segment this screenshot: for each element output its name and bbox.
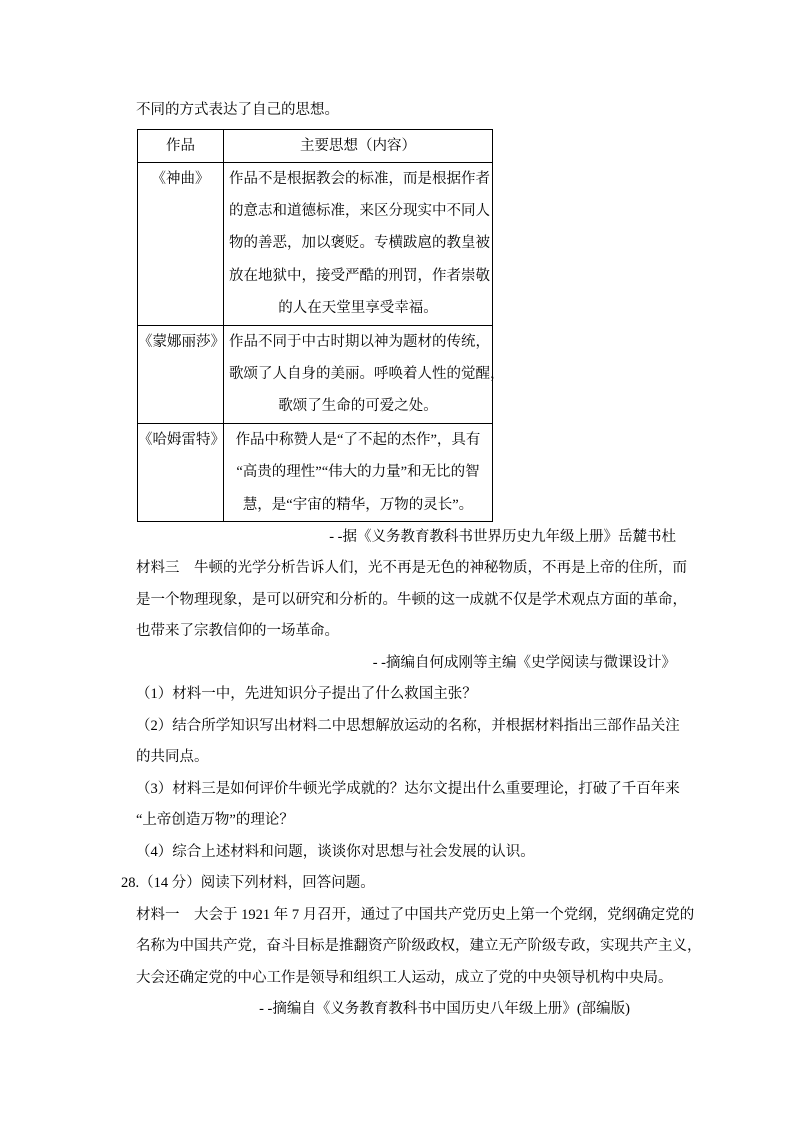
work-cell — [138, 162, 224, 325]
source-attribution-2: - -摘编自何成刚等主编《史学阅读与微课设计》 — [372, 654, 676, 671]
table-row — [138, 162, 493, 325]
material-three-line: 材料三 牛顿的光学分析告诉人们，光不再是无色的神秘物质，不再是上帝的住所，而 — [136, 560, 687, 577]
material-three-paragraph — [136, 553, 687, 648]
material-one-line: 名称为中国共产党，奋斗目标是推翻资产阶级政权，建立无产阶级专政，实现共产主义， — [136, 938, 702, 955]
question-4 — [136, 837, 676, 869]
work-cell — [138, 325, 224, 423]
question-2-line: （2）结合所学知识写出材料二中思想解放运动的名称，并根据材料指出三部作品关注 — [136, 717, 680, 734]
table-header-work: 作品 — [138, 129, 224, 162]
work-title: 《神曲》 — [151, 170, 210, 187]
question-1-line: （1）材料一中，先进知识分子提出了什么救国主张？ — [136, 686, 477, 703]
table-header-row — [138, 129, 493, 162]
table-row — [138, 325, 493, 423]
question-3 — [136, 774, 680, 837]
question-3-line: （3）材料三是如何评价牛顿光学成就的？达尔文提出什么重要理论，打破了千百年来 — [136, 780, 680, 797]
question-28-heading: 28.（14 分）阅读下列材料，回答问题。 — [121, 875, 375, 892]
material-three-line: 是一个物理现象，是可以研究和分析的。牛顿的这一成就不仅是学术观点方面的革命， — [136, 591, 687, 608]
work-cell — [138, 423, 224, 521]
works-table — [137, 129, 505, 522]
page-content — [121, 95, 702, 1026]
content-line: 作品不是根据教会的标准，而是根据作者 — [229, 170, 490, 187]
material-one-line: 材料一 大会于 1921 年 7 月召开，通过了中国共产党历史上第一个党纲，党纲确定党的 — [136, 906, 695, 923]
material-one-paragraph — [136, 900, 702, 995]
material-three-line: 也带来了宗教信仰的一场革命。 — [136, 623, 339, 640]
question-3-line: “上帝创造万物”的理论？ — [136, 812, 294, 829]
content-line: 的人在天堂里享受幸福。 — [278, 300, 438, 317]
content-line: 作品不同于中古时期以神为题材的传统， — [229, 333, 490, 350]
material-one-line: 大会还确定党的中心工作是领导和组织工人运动，成立了党的中央领导机构中央局。 — [136, 969, 673, 986]
content-line: 慧，是“宇宙的精华，万物的灵长”。 — [242, 496, 474, 513]
content-line: 歌颂了人自身的美丽。呼唤着人性的觉醒， — [229, 365, 505, 382]
content-line: 的意志和道德标准，来区分现实中不同人 — [229, 202, 490, 219]
content-line: 作品中称赞人是“了不起的杰作”，具有 — [235, 431, 481, 448]
question-1 — [136, 679, 676, 711]
work-title: 《蒙娜丽莎》 — [138, 333, 225, 350]
question-2 — [136, 711, 680, 774]
table-row — [138, 423, 493, 521]
content-line: 放在地狱中，接受严酷的刑罚，作者崇敬 — [229, 267, 490, 284]
source-attribution-1: - -据《义务教育教科书世界历史九年级上册》岳麓书杜 — [329, 528, 676, 545]
content-line: 歌颂了生命的可爱之处。 — [278, 398, 438, 415]
content-cell — [224, 423, 493, 521]
content-line: 物的善恶，加以褒贬。专横跋扈的教皇被 — [229, 235, 490, 252]
question-2-line: 的共同点。 — [136, 749, 209, 766]
content-line: “高贵的理性”“伟大的力量”和无比的智 — [236, 464, 480, 481]
content-cell — [224, 162, 493, 325]
intro-text: 不同的方式表达了自己的思想。 — [136, 102, 339, 118]
question-4-line: （4）综合上述材料和问题，谈谈你对思想与社会发展的认识。 — [136, 843, 535, 860]
content-cell — [224, 325, 505, 423]
table-header-main-idea: 主要思想（内容） — [224, 129, 493, 162]
work-title: 《哈姆雷特》 — [138, 431, 225, 448]
source-attribution-3: - -摘编自《义务教育教科书中国历史八年级上册》(部编版) — [259, 1001, 630, 1018]
